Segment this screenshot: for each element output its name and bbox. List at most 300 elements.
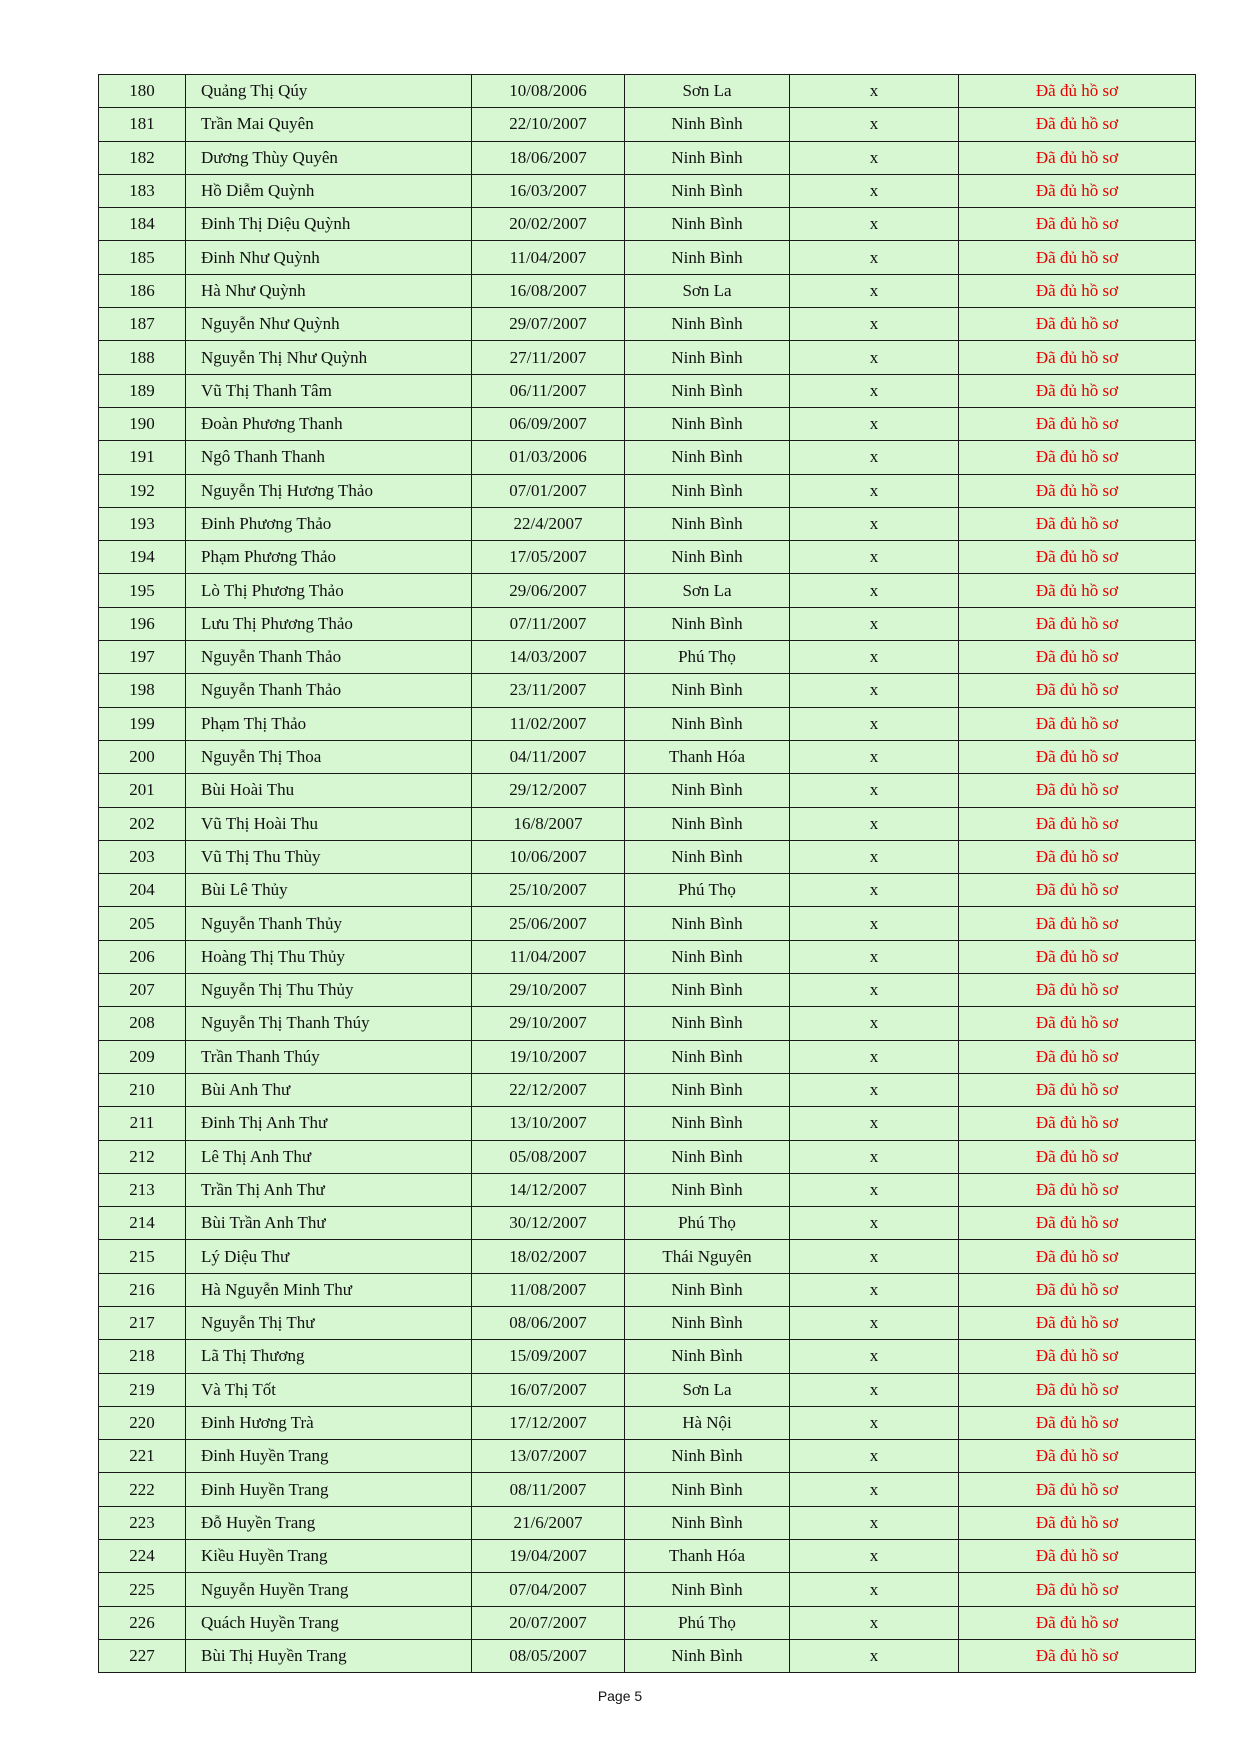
check-mark-cell: x	[790, 541, 959, 574]
row-number-cell: 214	[99, 1207, 186, 1240]
check-mark-cell: x	[790, 274, 959, 307]
full-name-cell: Nguyễn Thị Hương Thảo	[186, 474, 472, 507]
row-number-cell: 185	[99, 241, 186, 274]
status-cell: Đã đủ hồ sơ	[959, 274, 1196, 307]
status-cell: Đã đủ hồ sơ	[959, 75, 1196, 108]
status-cell: Đã đủ hồ sơ	[959, 1073, 1196, 1106]
full-name-cell: Trần Thị Anh Thư	[186, 1173, 472, 1206]
date-of-birth-cell: 17/12/2007	[472, 1406, 625, 1439]
status-cell: Đã đủ hồ sơ	[959, 1373, 1196, 1406]
hometown-cell: Sơn La	[625, 274, 790, 307]
date-of-birth-cell: 22/12/2007	[472, 1073, 625, 1106]
table-row	[99, 907, 1196, 940]
hometown-cell: Ninh Bình	[625, 774, 790, 807]
table-row	[99, 807, 1196, 840]
hometown-cell: Ninh Bình	[625, 607, 790, 640]
check-mark-cell: x	[790, 874, 959, 907]
check-mark-cell: x	[790, 174, 959, 207]
status-cell: Đã đủ hồ sơ	[959, 407, 1196, 440]
table-row	[99, 108, 1196, 141]
row-number-cell: 209	[99, 1040, 186, 1073]
date-of-birth-cell: 27/11/2007	[472, 341, 625, 374]
status-cell: Đã đủ hồ sơ	[959, 940, 1196, 973]
table-row	[99, 1007, 1196, 1040]
date-of-birth-cell: 10/08/2006	[472, 75, 625, 108]
row-number-cell: 202	[99, 807, 186, 840]
row-number-cell: 181	[99, 108, 186, 141]
table-row	[99, 308, 1196, 341]
table-row	[99, 1173, 1196, 1206]
check-mark-cell: x	[790, 840, 959, 873]
date-of-birth-cell: 01/03/2006	[472, 441, 625, 474]
full-name-cell: Nguyễn Thị Như Quỳnh	[186, 341, 472, 374]
full-name-cell: Nguyễn Thanh Thủy	[186, 907, 472, 940]
hometown-cell: Ninh Bình	[625, 208, 790, 241]
status-cell: Đã đủ hồ sơ	[959, 141, 1196, 174]
row-number-cell: 227	[99, 1639, 186, 1672]
hometown-cell: Ninh Bình	[625, 1073, 790, 1106]
full-name-cell: Đỗ Huyền Trang	[186, 1506, 472, 1539]
date-of-birth-cell: 25/10/2007	[472, 874, 625, 907]
hometown-cell: Thái Nguyên	[625, 1240, 790, 1273]
table-row	[99, 1573, 1196, 1606]
status-cell: Đã đủ hồ sơ	[959, 607, 1196, 640]
status-cell: Đã đủ hồ sơ	[959, 1606, 1196, 1639]
hometown-cell: Ninh Bình	[625, 341, 790, 374]
table-row	[99, 75, 1196, 108]
hometown-cell: Ninh Bình	[625, 1506, 790, 1539]
full-name-cell: Đinh Huyền Trang	[186, 1440, 472, 1473]
check-mark-cell: x	[790, 674, 959, 707]
full-name-cell: Đinh Thị Diệu Quỳnh	[186, 208, 472, 241]
table-row	[99, 1373, 1196, 1406]
row-number-cell: 216	[99, 1273, 186, 1306]
hometown-cell: Ninh Bình	[625, 441, 790, 474]
status-cell: Đã đủ hồ sơ	[959, 707, 1196, 740]
status-cell: Đã đủ hồ sơ	[959, 1639, 1196, 1672]
status-cell: Đã đủ hồ sơ	[959, 507, 1196, 540]
check-mark-cell: x	[790, 1440, 959, 1473]
full-name-cell: Bùi Hoài Thu	[186, 774, 472, 807]
row-number-cell: 218	[99, 1340, 186, 1373]
hometown-cell: Ninh Bình	[625, 541, 790, 574]
full-name-cell: Nguyễn Thanh Thảo	[186, 641, 472, 674]
table-row	[99, 674, 1196, 707]
date-of-birth-cell: 11/02/2007	[472, 707, 625, 740]
check-mark-cell: x	[790, 507, 959, 540]
table-row	[99, 607, 1196, 640]
full-name-cell: Vũ Thị Hoài Thu	[186, 807, 472, 840]
check-mark-cell: x	[790, 308, 959, 341]
row-number-cell: 217	[99, 1306, 186, 1339]
status-cell: Đã đủ hồ sơ	[959, 441, 1196, 474]
date-of-birth-cell: 07/01/2007	[472, 474, 625, 507]
row-number-cell: 199	[99, 707, 186, 740]
table-row	[99, 1107, 1196, 1140]
date-of-birth-cell: 16/07/2007	[472, 1373, 625, 1406]
table-row	[99, 874, 1196, 907]
hometown-cell: Ninh Bình	[625, 940, 790, 973]
table-row	[99, 174, 1196, 207]
status-cell: Đã đủ hồ sơ	[959, 474, 1196, 507]
status-cell: Đã đủ hồ sơ	[959, 108, 1196, 141]
status-cell: Đã đủ hồ sơ	[959, 308, 1196, 341]
hometown-cell: Ninh Bình	[625, 1273, 790, 1306]
full-name-cell: Đinh Huyền Trang	[186, 1473, 472, 1506]
hometown-cell: Hà Nội	[625, 1406, 790, 1439]
table-row	[99, 707, 1196, 740]
row-number-cell: 189	[99, 374, 186, 407]
hometown-cell: Ninh Bình	[625, 174, 790, 207]
student-records-table	[98, 74, 1196, 1673]
full-name-cell: Hà Nguyễn Minh Thư	[186, 1273, 472, 1306]
status-cell: Đã đủ hồ sơ	[959, 641, 1196, 674]
check-mark-cell: x	[790, 241, 959, 274]
hometown-cell: Ninh Bình	[625, 308, 790, 341]
table-row	[99, 1340, 1196, 1373]
check-mark-cell: x	[790, 1173, 959, 1206]
hometown-cell: Ninh Bình	[625, 374, 790, 407]
date-of-birth-cell: 04/11/2007	[472, 740, 625, 773]
hometown-cell: Phú Thọ	[625, 1207, 790, 1240]
check-mark-cell: x	[790, 1007, 959, 1040]
row-number-cell: 195	[99, 574, 186, 607]
table-body	[99, 75, 1196, 1673]
full-name-cell: Quảng Thị Qúy	[186, 75, 472, 108]
full-name-cell: Đinh Như Quỳnh	[186, 241, 472, 274]
date-of-birth-cell: 19/10/2007	[472, 1040, 625, 1073]
check-mark-cell: x	[790, 1506, 959, 1539]
date-of-birth-cell: 10/06/2007	[472, 840, 625, 873]
date-of-birth-cell: 11/08/2007	[472, 1273, 625, 1306]
status-cell: Đã đủ hồ sơ	[959, 541, 1196, 574]
table-row	[99, 474, 1196, 507]
full-name-cell: Hoàng Thị Thu Thủy	[186, 940, 472, 973]
table-row	[99, 1040, 1196, 1073]
hometown-cell: Phú Thọ	[625, 874, 790, 907]
check-mark-cell: x	[790, 807, 959, 840]
full-name-cell: Nguyễn Thị Thu Thủy	[186, 974, 472, 1007]
row-number-cell: 210	[99, 1073, 186, 1106]
date-of-birth-cell: 07/11/2007	[472, 607, 625, 640]
full-name-cell: Nguyễn Như Quỳnh	[186, 308, 472, 341]
check-mark-cell: x	[790, 1606, 959, 1639]
check-mark-cell: x	[790, 1540, 959, 1573]
date-of-birth-cell: 13/07/2007	[472, 1440, 625, 1473]
hometown-cell: Ninh Bình	[625, 1140, 790, 1173]
full-name-cell: Quách Huyền Trang	[186, 1606, 472, 1639]
status-cell: Đã đủ hồ sơ	[959, 907, 1196, 940]
table-row	[99, 1240, 1196, 1273]
date-of-birth-cell: 19/04/2007	[472, 1540, 625, 1573]
full-name-cell: Vũ Thị Thanh Tâm	[186, 374, 472, 407]
row-number-cell: 223	[99, 1506, 186, 1539]
table-row	[99, 507, 1196, 540]
hometown-cell: Ninh Bình	[625, 1440, 790, 1473]
hometown-cell: Ninh Bình	[625, 840, 790, 873]
hometown-cell: Ninh Bình	[625, 707, 790, 740]
table-row	[99, 1540, 1196, 1573]
status-cell: Đã đủ hồ sơ	[959, 1406, 1196, 1439]
hometown-cell: Ninh Bình	[625, 407, 790, 440]
date-of-birth-cell: 11/04/2007	[472, 940, 625, 973]
check-mark-cell: x	[790, 1573, 959, 1606]
check-mark-cell: x	[790, 940, 959, 973]
hometown-cell: Phú Thọ	[625, 641, 790, 674]
status-cell: Đã đủ hồ sơ	[959, 1540, 1196, 1573]
table-row	[99, 274, 1196, 307]
table-row	[99, 1273, 1196, 1306]
hometown-cell: Ninh Bình	[625, 1007, 790, 1040]
table-row	[99, 441, 1196, 474]
date-of-birth-cell: 18/02/2007	[472, 1240, 625, 1273]
table-row	[99, 1639, 1196, 1672]
full-name-cell: Lý Diệu Thư	[186, 1240, 472, 1273]
page-number: Page 5	[597, 1688, 643, 1704]
status-cell: Đã đủ hồ sơ	[959, 1340, 1196, 1373]
full-name-cell: Vũ Thị Thu Thùy	[186, 840, 472, 873]
check-mark-cell: x	[790, 907, 959, 940]
table-row	[99, 1506, 1196, 1539]
full-name-cell: Đinh Phương Thảo	[186, 507, 472, 540]
row-number-cell: 192	[99, 474, 186, 507]
check-mark-cell: x	[790, 1306, 959, 1339]
row-number-cell: 211	[99, 1107, 186, 1140]
hometown-cell: Thanh Hóa	[625, 1540, 790, 1573]
full-name-cell: Kiều Huyền Trang	[186, 1540, 472, 1573]
row-number-cell: 200	[99, 740, 186, 773]
table-row	[99, 1440, 1196, 1473]
table-row	[99, 774, 1196, 807]
date-of-birth-cell: 29/10/2007	[472, 974, 625, 1007]
full-name-cell: Nguyễn Huyền Trang	[186, 1573, 472, 1606]
date-of-birth-cell: 16/08/2007	[472, 274, 625, 307]
full-name-cell: Ngô Thanh Thanh	[186, 441, 472, 474]
status-cell: Đã đủ hồ sơ	[959, 1573, 1196, 1606]
date-of-birth-cell: 22/4/2007	[472, 507, 625, 540]
date-of-birth-cell: 17/05/2007	[472, 541, 625, 574]
row-number-cell: 196	[99, 607, 186, 640]
full-name-cell: Phạm Thị Thảo	[186, 707, 472, 740]
check-mark-cell: x	[790, 441, 959, 474]
check-mark-cell: x	[790, 641, 959, 674]
row-number-cell: 188	[99, 341, 186, 374]
table-row	[99, 141, 1196, 174]
row-number-cell: 201	[99, 774, 186, 807]
check-mark-cell: x	[790, 1240, 959, 1273]
full-name-cell: Nguyễn Thị Thoa	[186, 740, 472, 773]
table-row	[99, 407, 1196, 440]
status-cell: Đã đủ hồ sơ	[959, 174, 1196, 207]
date-of-birth-cell: 08/05/2007	[472, 1639, 625, 1672]
status-cell: Đã đủ hồ sơ	[959, 341, 1196, 374]
full-name-cell: Và Thị Tốt	[186, 1373, 472, 1406]
hometown-cell: Ninh Bình	[625, 674, 790, 707]
date-of-birth-cell: 18/06/2007	[472, 141, 625, 174]
status-cell: Đã đủ hồ sơ	[959, 1306, 1196, 1339]
full-name-cell: Lã Thị Thương	[186, 1340, 472, 1373]
date-of-birth-cell: 07/04/2007	[472, 1573, 625, 1606]
row-number-cell: 184	[99, 208, 186, 241]
date-of-birth-cell: 08/11/2007	[472, 1473, 625, 1506]
row-number-cell: 180	[99, 75, 186, 108]
hometown-cell: Ninh Bình	[625, 141, 790, 174]
full-name-cell: Lưu Thị Phương Thảo	[186, 607, 472, 640]
status-cell: Đã đủ hồ sơ	[959, 1007, 1196, 1040]
row-number-cell: 197	[99, 641, 186, 674]
full-name-cell: Trần Thanh Thúy	[186, 1040, 472, 1073]
date-of-birth-cell: 21/6/2007	[472, 1506, 625, 1539]
full-name-cell: Dương Thùy Quyên	[186, 141, 472, 174]
check-mark-cell: x	[790, 407, 959, 440]
check-mark-cell: x	[790, 341, 959, 374]
table-row	[99, 341, 1196, 374]
full-name-cell: Lê Thị Anh Thư	[186, 1140, 472, 1173]
status-cell: Đã đủ hồ sơ	[959, 1273, 1196, 1306]
row-number-cell: 187	[99, 308, 186, 341]
check-mark-cell: x	[790, 1040, 959, 1073]
status-cell: Đã đủ hồ sơ	[959, 974, 1196, 1007]
table-row	[99, 541, 1196, 574]
row-number-cell: 207	[99, 974, 186, 1007]
hometown-cell: Ninh Bình	[625, 907, 790, 940]
date-of-birth-cell: 16/8/2007	[472, 807, 625, 840]
row-number-cell: 204	[99, 874, 186, 907]
row-number-cell: 219	[99, 1373, 186, 1406]
table-row	[99, 1207, 1196, 1240]
row-number-cell: 212	[99, 1140, 186, 1173]
hometown-cell: Ninh Bình	[625, 1473, 790, 1506]
full-name-cell: Đoàn Phương Thanh	[186, 407, 472, 440]
hometown-cell: Ninh Bình	[625, 507, 790, 540]
hometown-cell: Phú Thọ	[625, 1606, 790, 1639]
hometown-cell: Ninh Bình	[625, 1107, 790, 1140]
hometown-cell: Ninh Bình	[625, 1639, 790, 1672]
row-number-cell: 206	[99, 940, 186, 973]
row-number-cell: 224	[99, 1540, 186, 1573]
row-number-cell: 203	[99, 840, 186, 873]
full-name-cell: Nguyễn Thanh Thảo	[186, 674, 472, 707]
hometown-cell: Ninh Bình	[625, 1173, 790, 1206]
status-cell: Đã đủ hồ sơ	[959, 374, 1196, 407]
status-cell: Đã đủ hồ sơ	[959, 1207, 1196, 1240]
hometown-cell: Ninh Bình	[625, 1306, 790, 1339]
status-cell: Đã đủ hồ sơ	[959, 774, 1196, 807]
date-of-birth-cell: 29/10/2007	[472, 1007, 625, 1040]
row-number-cell: 183	[99, 174, 186, 207]
date-of-birth-cell: 14/12/2007	[472, 1173, 625, 1206]
full-name-cell: Hồ Diễm Quỳnh	[186, 174, 472, 207]
row-number-cell: 198	[99, 674, 186, 707]
row-number-cell: 222	[99, 1473, 186, 1506]
row-number-cell: 205	[99, 907, 186, 940]
row-number-cell: 190	[99, 407, 186, 440]
check-mark-cell: x	[790, 1406, 959, 1439]
date-of-birth-cell: 29/12/2007	[472, 774, 625, 807]
full-name-cell: Hà Như Quỳnh	[186, 274, 472, 307]
row-number-cell: 186	[99, 274, 186, 307]
hometown-cell: Ninh Bình	[625, 241, 790, 274]
date-of-birth-cell: 20/07/2007	[472, 1606, 625, 1639]
status-cell: Đã đủ hồ sơ	[959, 1173, 1196, 1206]
check-mark-cell: x	[790, 1639, 959, 1672]
date-of-birth-cell: 06/09/2007	[472, 407, 625, 440]
table-row	[99, 1073, 1196, 1106]
check-mark-cell: x	[790, 1107, 959, 1140]
hometown-cell: Sơn La	[625, 75, 790, 108]
table-row	[99, 1306, 1196, 1339]
date-of-birth-cell: 29/06/2007	[472, 574, 625, 607]
full-name-cell: Phạm Phương Thảo	[186, 541, 472, 574]
check-mark-cell: x	[790, 1140, 959, 1173]
table-row	[99, 208, 1196, 241]
check-mark-cell: x	[790, 707, 959, 740]
full-name-cell: Đinh Thị Anh Thư	[186, 1107, 472, 1140]
full-name-cell: Lò Thị Phương Thảo	[186, 574, 472, 607]
date-of-birth-cell: 06/11/2007	[472, 374, 625, 407]
table-row	[99, 641, 1196, 674]
check-mark-cell: x	[790, 141, 959, 174]
row-number-cell: 182	[99, 141, 186, 174]
row-number-cell: 225	[99, 1573, 186, 1606]
check-mark-cell: x	[790, 607, 959, 640]
date-of-birth-cell: 11/04/2007	[472, 241, 625, 274]
table-row	[99, 241, 1196, 274]
date-of-birth-cell: 13/10/2007	[472, 1107, 625, 1140]
check-mark-cell: x	[790, 774, 959, 807]
status-cell: Đã đủ hồ sơ	[959, 674, 1196, 707]
date-of-birth-cell: 05/08/2007	[472, 1140, 625, 1173]
status-cell: Đã đủ hồ sơ	[959, 1107, 1196, 1140]
full-name-cell: Bùi Anh Thư	[186, 1073, 472, 1106]
date-of-birth-cell: 30/12/2007	[472, 1207, 625, 1240]
full-name-cell: Đinh Hương Trà	[186, 1406, 472, 1439]
date-of-birth-cell: 23/11/2007	[472, 674, 625, 707]
date-of-birth-cell: 20/02/2007	[472, 208, 625, 241]
date-of-birth-cell: 15/09/2007	[472, 1340, 625, 1373]
status-cell: Đã đủ hồ sơ	[959, 241, 1196, 274]
full-name-cell: Bùi Lê Thủy	[186, 874, 472, 907]
table-row	[99, 574, 1196, 607]
status-cell: Đã đủ hồ sơ	[959, 874, 1196, 907]
row-number-cell: 213	[99, 1173, 186, 1206]
check-mark-cell: x	[790, 474, 959, 507]
hometown-cell: Ninh Bình	[625, 1040, 790, 1073]
row-number-cell: 191	[99, 441, 186, 474]
date-of-birth-cell: 16/03/2007	[472, 174, 625, 207]
status-cell: Đã đủ hồ sơ	[959, 574, 1196, 607]
table-row	[99, 840, 1196, 873]
hometown-cell: Thanh Hóa	[625, 740, 790, 773]
table-row	[99, 740, 1196, 773]
status-cell: Đã đủ hồ sơ	[959, 208, 1196, 241]
check-mark-cell: x	[790, 1207, 959, 1240]
row-number-cell: 193	[99, 507, 186, 540]
status-cell: Đã đủ hồ sơ	[959, 1473, 1196, 1506]
hometown-cell: Ninh Bình	[625, 807, 790, 840]
check-mark-cell: x	[790, 108, 959, 141]
check-mark-cell: x	[790, 1340, 959, 1373]
table-row	[99, 1140, 1196, 1173]
table-row	[99, 974, 1196, 1007]
status-cell: Đã đủ hồ sơ	[959, 1506, 1196, 1539]
hometown-cell: Ninh Bình	[625, 1573, 790, 1606]
status-cell: Đã đủ hồ sơ	[959, 1440, 1196, 1473]
check-mark-cell: x	[790, 574, 959, 607]
hometown-cell: Ninh Bình	[625, 1340, 790, 1373]
status-cell: Đã đủ hồ sơ	[959, 1140, 1196, 1173]
table-row	[99, 940, 1196, 973]
